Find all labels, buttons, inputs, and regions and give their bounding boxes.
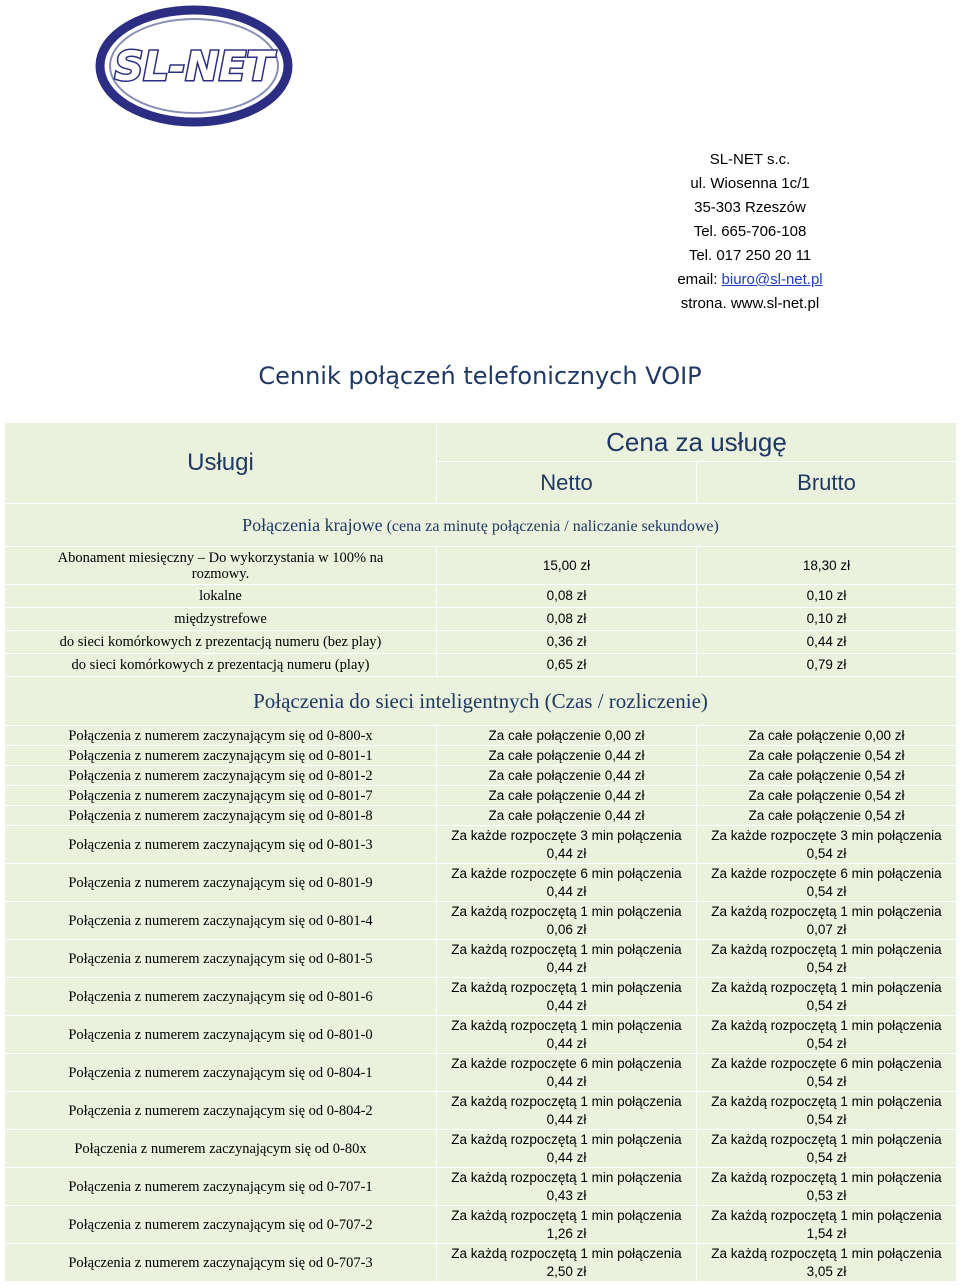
table-row	[5, 1130, 957, 1168]
table-row	[5, 940, 957, 978]
table-row	[5, 1168, 957, 1206]
netto-price-rule: Za każdą rozpoczętą 1 min połączenia	[451, 1017, 682, 1033]
netto-price: Za całe połączenie 0,00 zł	[437, 726, 697, 746]
brutto-price-rule: Za każdą rozpoczętą 1 min połączenia	[711, 941, 942, 957]
service-label: Połączenia z numerem zaczynającym się od 0-801-7	[5, 786, 437, 806]
brutto-price-rule: Za każdą rozpoczętą 1 min połączenia	[711, 979, 942, 995]
netto-price: Za całe połączenie 0,44 zł	[437, 806, 697, 826]
table-row	[5, 1054, 957, 1092]
section-intelligent: Połączenia do sieci inteligentnych (Czas / rozliczenie)	[5, 677, 957, 726]
netto-price: 0,08 zł	[437, 585, 697, 608]
service-label: Połączenia z numerem zaczynającym się od 0-801-5	[5, 940, 437, 978]
brutto-price-value: 0,54 zł	[806, 1111, 847, 1127]
table-row	[5, 608, 957, 631]
netto-price: Za całe połączenie 0,44 zł	[437, 786, 697, 806]
netto-price-value: 0,44 zł	[546, 883, 587, 899]
netto-price	[437, 978, 697, 1016]
brutto-price	[697, 1054, 957, 1092]
brutto-price-rule: Za każdą rozpoczętą 1 min połączenia	[711, 1169, 942, 1185]
service-label: Połączenia z numerem zaczynającym się od 0-801-4	[5, 902, 437, 940]
table-row	[5, 806, 957, 826]
email-label: email:	[677, 271, 722, 288]
netto-price: 0,65 zł	[437, 654, 697, 677]
brutto-price-value: 0,54 zł	[806, 1149, 847, 1165]
netto-price-rule: Za każdą rozpoczętą 1 min połączenia	[451, 903, 682, 919]
svg-text:SL-NET: SL-NET	[114, 44, 274, 90]
table-row	[5, 746, 957, 766]
table-row	[5, 826, 957, 864]
brutto-price	[697, 1206, 957, 1244]
brutto-price: 0,79 zł	[697, 654, 957, 677]
brutto-price	[697, 864, 957, 902]
brutto-price	[697, 826, 957, 864]
netto-price: 0,36 zł	[437, 631, 697, 654]
brutto-price	[697, 1244, 957, 1282]
brutto-price-rule: Za każdą rozpoczętą 1 min połączenia	[711, 1207, 942, 1223]
netto-price-rule: Za każde rozpoczęte 6 min połączenia	[451, 865, 682, 881]
netto-price-rule: Za każdą rozpoczętą 1 min połączenia	[451, 979, 682, 995]
brutto-price-value: 0,53 zł	[806, 1187, 847, 1203]
brutto-price: Za całe połączenie 0,54 zł	[697, 746, 957, 766]
phone-2: Tel. 017 250 20 11	[688, 247, 812, 264]
domestic-rows	[5, 547, 957, 677]
netto-price-rule: Za każdą rozpoczętą 1 min połączenia	[451, 1131, 682, 1147]
netto-price	[437, 1168, 697, 1206]
service-label: Połączenia z numerem zaczynającym się od 0-801-0	[5, 1016, 437, 1054]
service-label: międzystrefowe	[5, 608, 437, 631]
netto-price-value: 0,44 zł	[546, 997, 587, 1013]
header-brutto: Brutto	[697, 462, 957, 504]
netto-price-value: 0,44 zł	[546, 845, 587, 861]
service-label: Abonament miesięczny – Do wykorzystania w 100% na rozmowy.	[5, 547, 437, 585]
table-row	[5, 902, 957, 940]
brutto-price	[697, 1016, 957, 1054]
netto-price-value: 0,44 zł	[546, 1111, 587, 1127]
netto-price-rule: Za każdą rozpoczętą 1 min połączenia	[451, 1169, 682, 1185]
service-label: Połączenia z numerem zaczynającym się od 0-707-2	[5, 1206, 437, 1244]
brutto-price: 0,10 zł	[697, 585, 957, 608]
brutto-price: Za całe połączenie 0,54 zł	[697, 806, 957, 826]
brutto-price-value: 0,54 zł	[806, 1073, 847, 1089]
netto-price	[437, 1092, 697, 1130]
service-label: Połączenia z numerem zaczynającym się od 0-80x	[5, 1130, 437, 1168]
service-label: do sieci komórkowych z prezentacją numeru (play)	[5, 654, 437, 677]
table-row	[5, 978, 957, 1016]
brutto-price-rule: Za każdą rozpoczętą 1 min połączenia	[711, 1245, 942, 1261]
netto-price-rule: Za każde rozpoczęte 3 min połączenia	[451, 827, 682, 843]
brutto-price	[697, 940, 957, 978]
service-label: Połączenia z numerem zaczynającym się od 0-801-1	[5, 746, 437, 766]
netto-price-rule: Za każdą rozpoczętą 1 min połączenia	[451, 1207, 682, 1223]
brutto-price-value: 0,54 zł	[806, 959, 847, 975]
brutto-price: 0,10 zł	[697, 608, 957, 631]
netto-price-value: 0,44 zł	[546, 1035, 587, 1051]
netto-price	[437, 940, 697, 978]
brutto-price-rule: Za każde rozpoczęte 6 min połączenia	[711, 865, 942, 881]
netto-price	[437, 1054, 697, 1092]
netto-price	[437, 1016, 697, 1054]
brutto-price	[697, 978, 957, 1016]
table-row	[5, 766, 957, 786]
brutto-price: Za całe połączenie 0,00 zł	[697, 726, 957, 746]
email-link[interactable]: biuro@sl-net.pl	[721, 271, 823, 288]
netto-price	[437, 864, 697, 902]
table-row	[5, 585, 957, 608]
table-row	[5, 726, 957, 746]
netto-price-value: 0,44 zł	[546, 959, 587, 975]
intelligent-single-rows	[5, 726, 957, 826]
netto-price-value: 0,44 zł	[546, 1149, 587, 1165]
netto-price-rule: Za każdą rozpoczętą 1 min połączenia	[451, 1245, 682, 1261]
service-label: Połączenia z numerem zaczynającym się od 0-804-2	[5, 1092, 437, 1130]
table-row	[5, 654, 957, 677]
brutto-price-rule: Za każdą rozpoczętą 1 min połączenia	[711, 1093, 942, 1109]
service-label: lokalne	[5, 585, 437, 608]
sl-net-logo	[88, 0, 300, 130]
netto-price-rule: Za każdą rozpoczętą 1 min połączenia	[451, 941, 682, 957]
service-label: Połączenia z numerem zaczynającym się od 0-800-x	[5, 726, 437, 746]
brutto-price-rule: Za każde rozpoczęte 6 min połączenia	[711, 1055, 942, 1071]
website-line: strona. www.sl-net.pl	[680, 295, 820, 312]
section-domestic	[5, 504, 957, 547]
table-row	[5, 1092, 957, 1130]
table-row	[5, 631, 957, 654]
brutto-price-rule: Za każde rozpoczęte 3 min połączenia	[711, 827, 942, 843]
service-label: Połączenia z numerem zaczynającym się od 0-801-8	[5, 806, 437, 826]
brutto-price	[697, 1168, 957, 1206]
service-label: Połączenia z numerem zaczynającym się od 0-804-1	[5, 1054, 437, 1092]
table-row	[5, 1244, 957, 1282]
brutto-price-value: 0,54 zł	[806, 845, 847, 861]
service-label: Połączenia z numerem zaczynającym się od 0-801-2	[5, 766, 437, 786]
header-netto: Netto	[437, 462, 697, 504]
netto-price-value: 1,26 zł	[546, 1225, 587, 1241]
brutto-price: 0,44 zł	[697, 631, 957, 654]
page-title: Cennik połączeń telefonicznych VOIP	[258, 362, 702, 390]
netto-price	[437, 826, 697, 864]
company-name: SL-NET s.c.	[709, 151, 791, 168]
table-row	[5, 1206, 957, 1244]
netto-price-value: 0,43 zł	[546, 1187, 587, 1203]
brutto-price: 18,30 zł	[697, 547, 957, 585]
netto-price: 0,08 zł	[437, 608, 697, 631]
brutto-price	[697, 902, 957, 940]
brutto-price: Za całe połączenie 0,54 zł	[697, 786, 957, 806]
table-row	[5, 786, 957, 806]
netto-price: Za całe połączenie 0,44 zł	[437, 746, 697, 766]
netto-price	[437, 902, 697, 940]
intelligent-double-rows	[5, 826, 957, 1282]
brutto-price-value: 3,05 zł	[806, 1263, 847, 1279]
brutto-price: Za całe połączenie 0,54 zł	[697, 766, 957, 786]
service-label: Połączenia z numerem zaczynającym się od 0-801-9	[5, 864, 437, 902]
header-services: Usługi	[5, 423, 437, 504]
netto-price-value: 0,06 zł	[546, 921, 587, 937]
netto-price-rule: Za każdą rozpoczętą 1 min połączenia	[451, 1093, 682, 1109]
phone-1: Tel. 665-706-108	[693, 223, 807, 240]
section-domestic-title: Połączenia krajowe	[242, 514, 383, 535]
brutto-price-rule: Za każdą rozpoczętą 1 min połączenia	[711, 1131, 942, 1147]
city-address: 35-303 Rzeszów	[694, 199, 806, 216]
brutto-price-value: 0,07 zł	[806, 921, 847, 937]
brutto-price-value: 0,54 zł	[806, 883, 847, 899]
netto-price-value: 2,50 zł	[546, 1263, 587, 1279]
table-row	[5, 864, 957, 902]
street-address: ul. Wiosenna 1c/1	[690, 175, 810, 192]
section-domestic-note: (cena za minutę połączenia / naliczanie sekundowe)	[382, 517, 719, 535]
service-label: Połączenia z numerem zaczynającym się od 0-801-6	[5, 978, 437, 1016]
netto-price-value: 0,44 zł	[546, 1073, 587, 1089]
netto-price	[437, 1244, 697, 1282]
brutto-price-rule: Za każdą rozpoczętą 1 min połączenia	[711, 903, 942, 919]
netto-price	[437, 1206, 697, 1244]
service-label: do sieci komórkowych z prezentacją numeru (bez play)	[5, 631, 437, 654]
netto-price	[437, 1130, 697, 1168]
email-line	[640, 268, 860, 292]
header-price: Cena za usługę	[437, 423, 957, 462]
service-label: Połączenia z numerem zaczynającym się od 0-707-1	[5, 1168, 437, 1206]
netto-price: 15,00 zł	[437, 547, 697, 585]
brutto-price-value: 0,54 zł	[806, 1035, 847, 1051]
brutto-price-value: 1,54 zł	[806, 1225, 847, 1241]
service-label: Połączenia z numerem zaczynającym się od 0-801-3	[5, 826, 437, 864]
brutto-price-value: 0,54 zł	[806, 997, 847, 1013]
netto-price-rule: Za każde rozpoczęte 6 min połączenia	[451, 1055, 682, 1071]
table-row	[5, 1016, 957, 1054]
netto-price: Za całe połączenie 0,44 zł	[437, 766, 697, 786]
brutto-price	[697, 1130, 957, 1168]
table-row	[5, 547, 957, 585]
brutto-price	[697, 1092, 957, 1130]
brutto-price-rule: Za każdą rozpoczętą 1 min połączenia	[711, 1017, 942, 1033]
service-label: Połączenia z numerem zaczynającym się od 0-707-3	[5, 1244, 437, 1282]
contact-block	[640, 148, 860, 316]
price-table	[4, 422, 957, 1282]
